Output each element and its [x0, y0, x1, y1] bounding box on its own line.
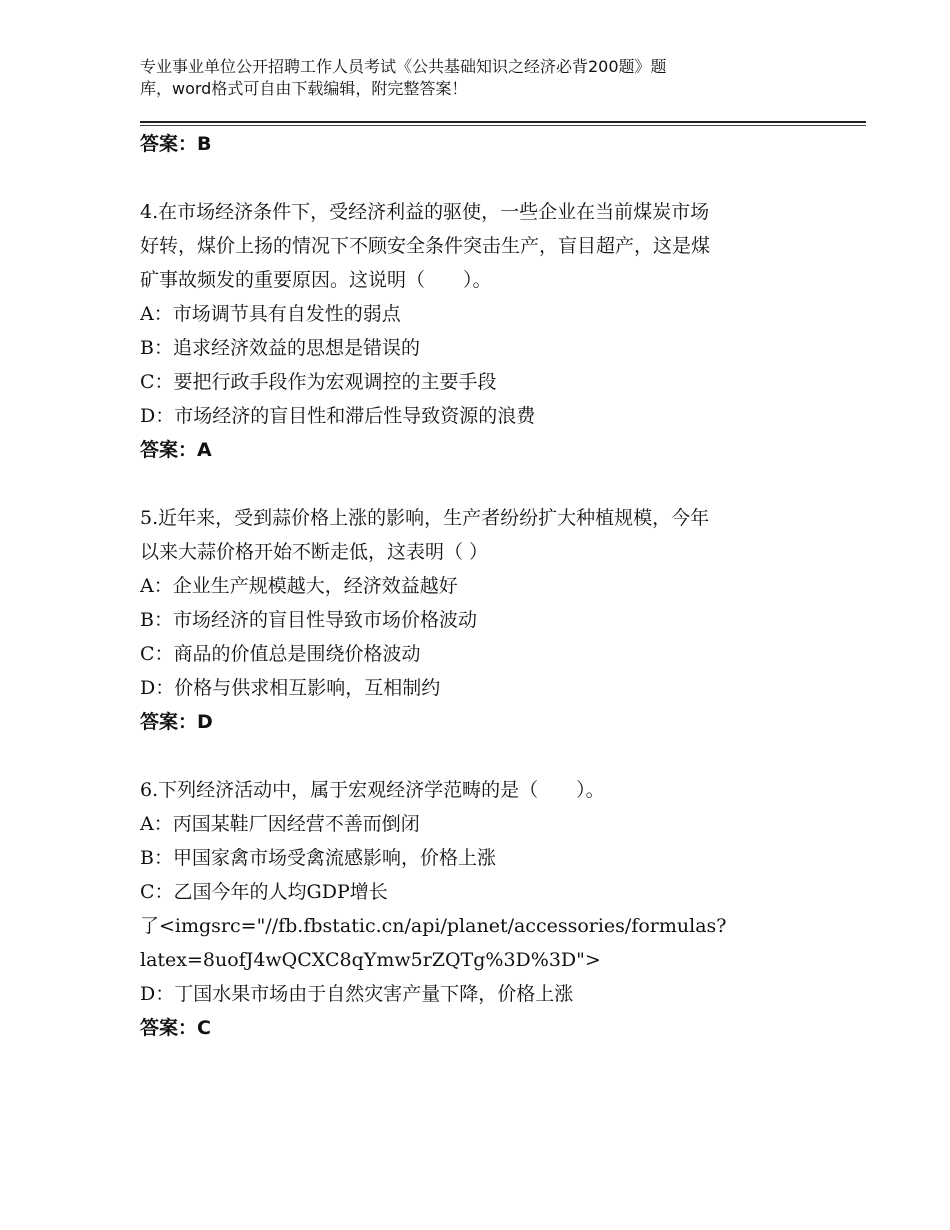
- q5-option-b: B：市场经济的盲目性导致市场价格波动: [140, 609, 477, 631]
- question-6: [140, 773, 800, 1045]
- q6-option-c: C：乙国今年的人均GDP增长: [140, 881, 388, 903]
- q6-option-c-cont-1: 了<imgsrc="//fb.fbstatic.cn/api/planet/accessories/formulas?: [140, 915, 727, 937]
- answer-q3: 答案：B: [140, 133, 212, 155]
- q4-stem-line-2: 好转，煤价上扬的情况下不顾安全条件突击生产，盲目超产，这是煤: [140, 235, 711, 257]
- q5-stem-line-1: 5.近年来，受到蒜价格上涨的影响，生产者纷纷扩大种植规模，今年: [140, 507, 710, 529]
- q5-stem-line-2: 以来大蒜价格开始不断走低，这表明（ ）: [140, 541, 489, 563]
- spacer: [140, 739, 800, 773]
- answer-q5: 答案：D: [140, 711, 213, 733]
- q6-option-c-cont-2: latex=8uofJ4wQCXC8qYmw5rZQTg%3D%3D">: [140, 949, 601, 971]
- question-5: [140, 501, 800, 739]
- q5-option-c: C：商品的价值总是围绕价格波动: [140, 643, 421, 665]
- q6-stem-line-1: 6.下列经济活动中，属于宏观经济学范畴的是（ ）。: [140, 779, 605, 801]
- spacer: [140, 467, 800, 501]
- q4-option-c: C：要把行政手段作为宏观调控的主要手段: [140, 371, 497, 393]
- q6-option-b: B：甲国家禽市场受禽流感影响，价格上涨: [140, 847, 496, 869]
- header-rule-thick: [140, 121, 866, 123]
- q4-stem-line-3: 矿事故频发的重要原因。这说明（ ）。: [140, 269, 492, 291]
- header-rule-thin: [140, 125, 866, 126]
- spacer: [140, 161, 800, 195]
- q6-option-d: D：丁国水果市场由于自然灾害产量下降，价格上涨: [140, 983, 574, 1005]
- answer-q4: 答案：A: [140, 439, 212, 461]
- q5-option-a: A：企业生产规模越大，经济效益越好: [140, 575, 458, 597]
- header-line-1: 专业事业单位公开招聘工作人员考试《公共基础知识之经济必背200题》题: [140, 57, 667, 76]
- header-line-2: 库，word格式可自由下载编辑，附完整答案！: [140, 79, 468, 98]
- question-4: [140, 195, 800, 467]
- answer-q6: 答案：C: [140, 1017, 211, 1039]
- q6-option-a: A：丙国某鞋厂因经营不善而倒闭: [140, 813, 420, 835]
- question-content: [140, 127, 800, 1045]
- q4-option-d: D：市场经济的盲目性和滞后性导致资源的浪费: [140, 405, 536, 427]
- q4-option-a: A：市场调节具有自发性的弱点: [140, 303, 401, 325]
- q4-option-b: B：追求经济效益的思想是错误的: [140, 337, 420, 359]
- q5-option-d: D：价格与供求相互影响，互相制约: [140, 677, 441, 699]
- q4-stem-line-1: 4.在市场经济条件下，受经济利益的驱使，一些企业在当前煤炭市场: [140, 201, 710, 223]
- document-header: [140, 56, 780, 100]
